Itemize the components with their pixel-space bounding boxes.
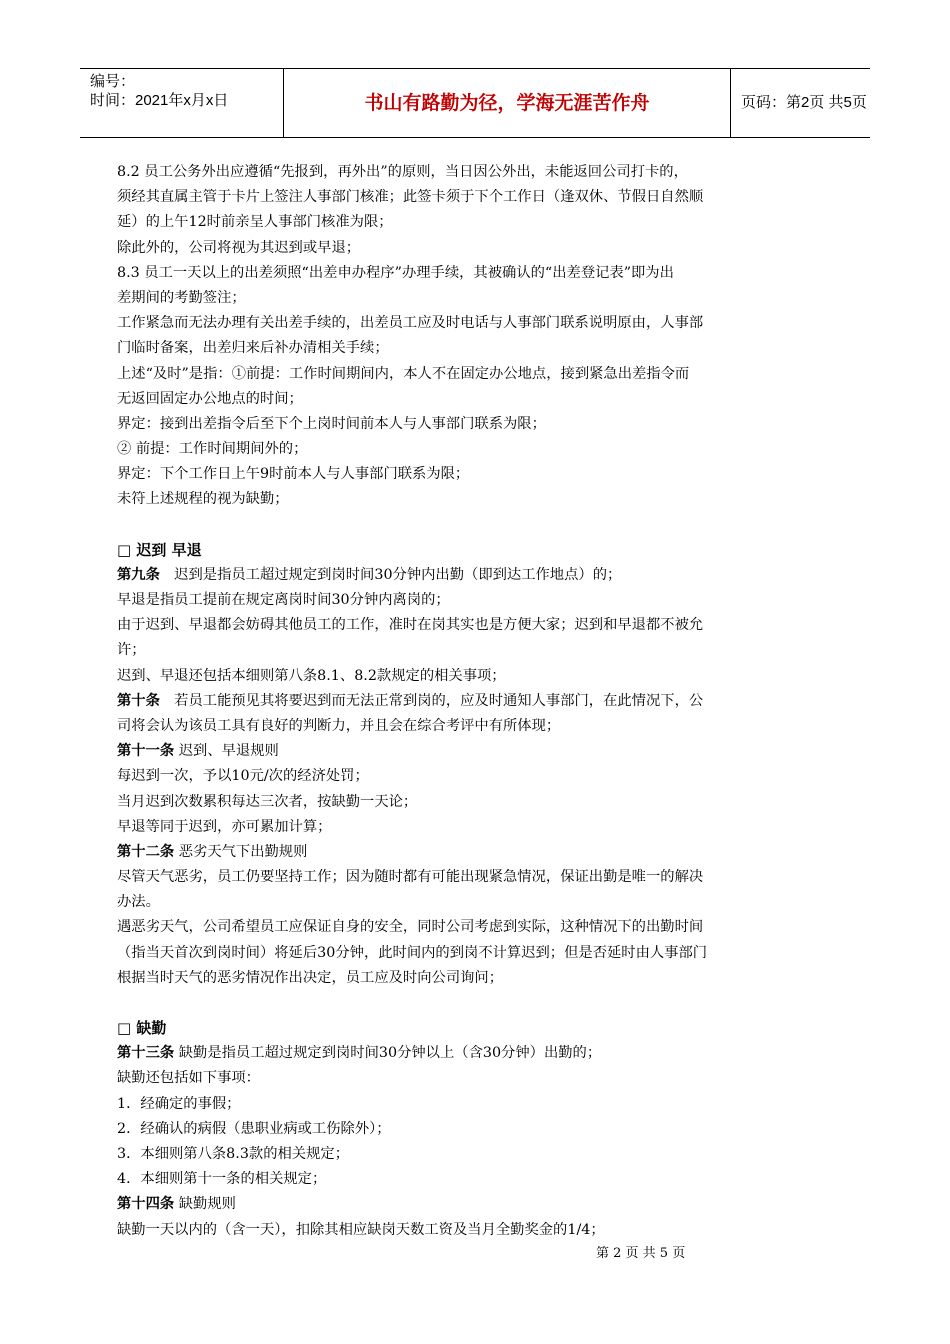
text-line: 迟到、早退还包括本细则第八条8.1、8.2款规定的相关事项； <box>117 667 506 684</box>
article-label: 第九条 <box>117 566 160 583</box>
section-title-late-early: □ 迟到 早退 <box>117 540 202 559</box>
article-label: 第十四条 <box>117 1196 175 1213</box>
text-line: （指当天首次到岗时间）将延后30分钟，此时间内的到岗不计算迟到；但是否延时由人事部门 <box>117 944 708 961</box>
spacer <box>117 991 837 1016</box>
motto: 书山有路勤为径，学海无涯苦作舟 <box>364 92 650 114</box>
list-item: 2．经确认的病假（患职业病或工伤除外）； <box>117 1120 391 1137</box>
text-line: 早退是指员工提前在规定离岗时间30分钟内离岗的； <box>117 592 450 608</box>
text-line: 尽管天气恶劣，员工仍要坚持工作；因为随时都有可能出现紧急情况，保证出勤是唯一的解决 <box>117 869 704 886</box>
article-13 <box>117 1041 837 1066</box>
article-text: 缺勤是指员工超过规定到岗时间30分钟以上（含30分钟）出勤的； <box>174 1045 602 1062</box>
text-line: 缺勤一天以内的（含一天），扣除其相应缺岗天数工资及当月全勤奖金的1/4； <box>117 1221 605 1238</box>
text-line: 遇恶劣天气，公司希望员工应保证自身的安全，同时公司考虑到实际，这种情况下的出勤时间 <box>117 919 704 936</box>
article-text: 若员工能预见其将要迟到而无法正常到岗的，应及时通知人事部门，在此情况下，公 <box>159 692 704 709</box>
text-line: 8.3 员工一天以上的出差须照“出差申办程序”办理手续，其被确认的“出差登记表”即为出 <box>117 264 674 281</box>
text-line: 办法。 <box>117 894 160 911</box>
text-line: 由于迟到、早退都会妨碍其他员工的工作，准时在岗其实也是方便大家；迟到和早退都不被允 <box>117 617 704 634</box>
text-line: 司将会认为该员工具有良好的判断力，并且会在综合考评中有所体现； <box>117 717 561 734</box>
article-label: 第十三条 <box>117 1045 175 1062</box>
section-title-absence: □ 缺勤 <box>117 1019 167 1037</box>
header-info-cell <box>80 69 284 137</box>
text-line: 未符上述规程的视为缺勤； <box>117 491 289 508</box>
text-line: 无返回固定办公地点的时间； <box>117 390 303 407</box>
article-label: 第十一条 <box>117 743 175 760</box>
article-text: 恶劣天气下出勤规则 <box>174 843 308 860</box>
text-line: 许； <box>117 642 146 659</box>
list-item: 3．本细则第八条8.3款的相关规定； <box>117 1145 349 1162</box>
list-item: 1．经确定的事假； <box>117 1095 241 1112</box>
article-14 <box>117 1192 837 1217</box>
header-page-cell <box>731 69 870 137</box>
document-body <box>117 160 837 1243</box>
article-text: 迟到、早退规则 <box>174 743 279 760</box>
text-line: ② 前提：工作时间期间外的； <box>117 441 308 458</box>
text-line: 早退等同于迟到，亦可累加计算； <box>117 818 332 835</box>
article-label: 第十条 <box>117 692 160 709</box>
text-line: 界定：接到出差指令后至下个上岗时间前本人与人事部门联系为限； <box>117 415 546 432</box>
text-line: 每迟到一次，予以10元/次的经济处罚； <box>117 768 369 785</box>
article-label: 第十二条 <box>117 843 175 860</box>
text-line: 当月迟到次数累积每达三次者，按缺勤一天论； <box>117 793 418 810</box>
text-line: 须经其直属主管于卡片上签注人事部门核准；此签卡须于下个工作日（逢双休、节假日自然顺 <box>117 189 704 206</box>
spacer <box>117 513 837 538</box>
header-motto-cell <box>284 69 731 137</box>
text-line: 除此外的，公司将视为其迟到或早退； <box>117 239 361 256</box>
page-label: 页码：第2页 共5页 <box>741 94 867 111</box>
page-header <box>80 68 870 138</box>
article-12 <box>117 840 837 865</box>
text-line: 缺勤还包括如下事项： <box>117 1070 260 1087</box>
article-text: 迟到是指员工超过规定到岗时间30分钟内出勤（即到达工作地点）的； <box>159 566 622 583</box>
article-11 <box>117 739 837 764</box>
text-line: 工作紧急而无法办理有关出差手续的，出差员工应及时电话与人事部门联系说明原由，人事部 <box>117 315 704 332</box>
article-text: 缺勤规则 <box>174 1196 236 1213</box>
text-line: 根据当时天气的恶劣情况作出决定，员工应及时向公司询问； <box>117 969 504 986</box>
text-line: 延）的上午12时前亲呈人事部门核准为限； <box>117 214 393 231</box>
text-line: 门临时备案，出差归来后补办清相关手续； <box>117 340 389 357</box>
page-footer: 第 2 页 共 5 页 <box>596 1246 686 1261</box>
text-line: 差期间的考勤签注； <box>117 289 246 306</box>
text-line: 上述“及时”是指：①前提：工作时间期间内，本人不在固定办公地点，接到紧急出差指令而 <box>117 365 690 382</box>
number-label: 编号： <box>90 73 136 90</box>
article-9 <box>117 563 837 588</box>
list-item: 4．本细则第十一条的相关规定； <box>117 1171 327 1188</box>
text-line: 8.2 员工公务外出应遵循“先报到，再外出”的原则，当日因公外出，未能返回公司打卡的， <box>117 164 688 180</box>
article-10 <box>117 689 837 714</box>
text-line: 界定：下个工作日上午9时前本人与人事部门联系为限； <box>117 466 470 483</box>
time-label: 时间：2021年x月x日 <box>90 92 229 109</box>
